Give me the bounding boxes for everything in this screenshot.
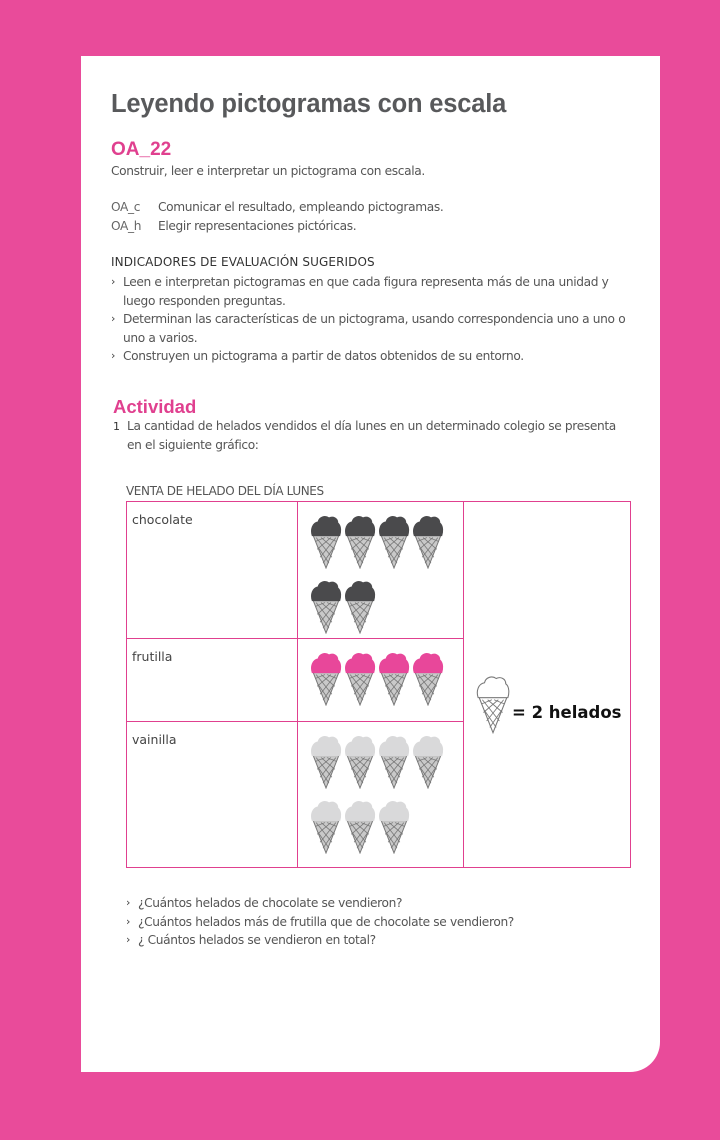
indicator-item: › Construyen un pictograma a partir de datos obtenidos de su entorno. [111, 347, 631, 366]
ice-cream-icon [310, 799, 342, 858]
chevron-right-icon: › [111, 275, 116, 288]
question-list [126, 894, 514, 950]
skill-code: OA_c [111, 200, 141, 214]
chevron-right-icon: › [126, 896, 131, 909]
ice-cream-icon [344, 514, 376, 573]
pictogram-table [126, 501, 631, 868]
skill-text: Elegir representaciones pictóricas. [158, 219, 357, 233]
indicators-list [111, 273, 631, 366]
indicator-item: › Determinan las características de un pictograma, usando correspondencia uno a uno o uno a varios. [111, 310, 631, 347]
ice-cream-icon [378, 734, 410, 793]
skill-row [111, 219, 356, 233]
ice-cream-icon [344, 651, 376, 710]
ice-cream-icon [412, 651, 444, 710]
activity-title: Actividad [113, 396, 197, 417]
ice-cream-icon [310, 579, 342, 638]
legend-cell [464, 502, 631, 868]
legend [476, 672, 622, 740]
pictogram-title: VENTA DE HELADO DEL DÍA LUNES [126, 484, 324, 498]
icon-cell [298, 722, 464, 868]
chevron-right-icon: › [111, 312, 116, 325]
activity-number: 1 [113, 420, 120, 433]
skill-row [111, 200, 443, 214]
ice-cream-icon [310, 734, 342, 793]
chevron-right-icon: › [126, 914, 131, 928]
question-item: › ¿ Cuántos helados se vendieron en total? [126, 931, 514, 950]
ice-cream-icon [412, 514, 444, 573]
ice-cream-icon [344, 579, 376, 638]
icon-grid [298, 502, 455, 638]
ice-cream-icon [310, 514, 342, 573]
worksheet-page [81, 56, 660, 1072]
page-title: Leyendo pictogramas con escala [111, 90, 507, 118]
question-item: › ¿Cuántos helados más de frutilla que de chocolate se vendieron? [126, 913, 514, 932]
skill-code: OA_h [111, 219, 142, 233]
activity-prompt: 1 La cantidad de helados vendidos el día lunes en un determinado colegio se presenta en el siguiente gráfico: [113, 417, 633, 455]
question-item: › ¿Cuántos helados de chocolate se vendieron? [126, 894, 514, 913]
ice-cream-icon [310, 651, 342, 710]
oa-code: OA_22 [111, 139, 172, 160]
skill-text: Comunicar el resultado, empleando pictogramas. [158, 200, 444, 214]
pictogram-row [127, 502, 631, 639]
icon-cell [298, 502, 464, 639]
ice-cream-icon [378, 799, 410, 858]
oa-description: Construir, leer e interpretar un pictograma con escala. [111, 164, 425, 178]
icon-grid [298, 722, 455, 858]
category-label: chocolate [127, 502, 298, 639]
ice-cream-icon [344, 734, 376, 793]
ice-cream-icon [476, 672, 510, 740]
chevron-right-icon: › [126, 933, 131, 946]
indicators-title: INDICADORES DE EVALUACIÓN SUGERIDOS [111, 255, 375, 269]
category-label: frutilla [127, 639, 298, 722]
ice-cream-icon [344, 799, 376, 858]
ice-cream-icon [412, 734, 444, 793]
ice-cream-icon [378, 514, 410, 573]
category-label: vainilla [127, 722, 298, 868]
ice-cream-icon [378, 651, 410, 710]
icon-grid [298, 639, 455, 710]
chevron-right-icon: › [111, 349, 116, 362]
indicator-item: › Leen e interpretan pictogramas en que cada figura representa más de una unidad y luego responden preguntas. [111, 273, 631, 310]
icon-cell [298, 639, 464, 722]
legend-text: = 2 helados [512, 703, 622, 722]
